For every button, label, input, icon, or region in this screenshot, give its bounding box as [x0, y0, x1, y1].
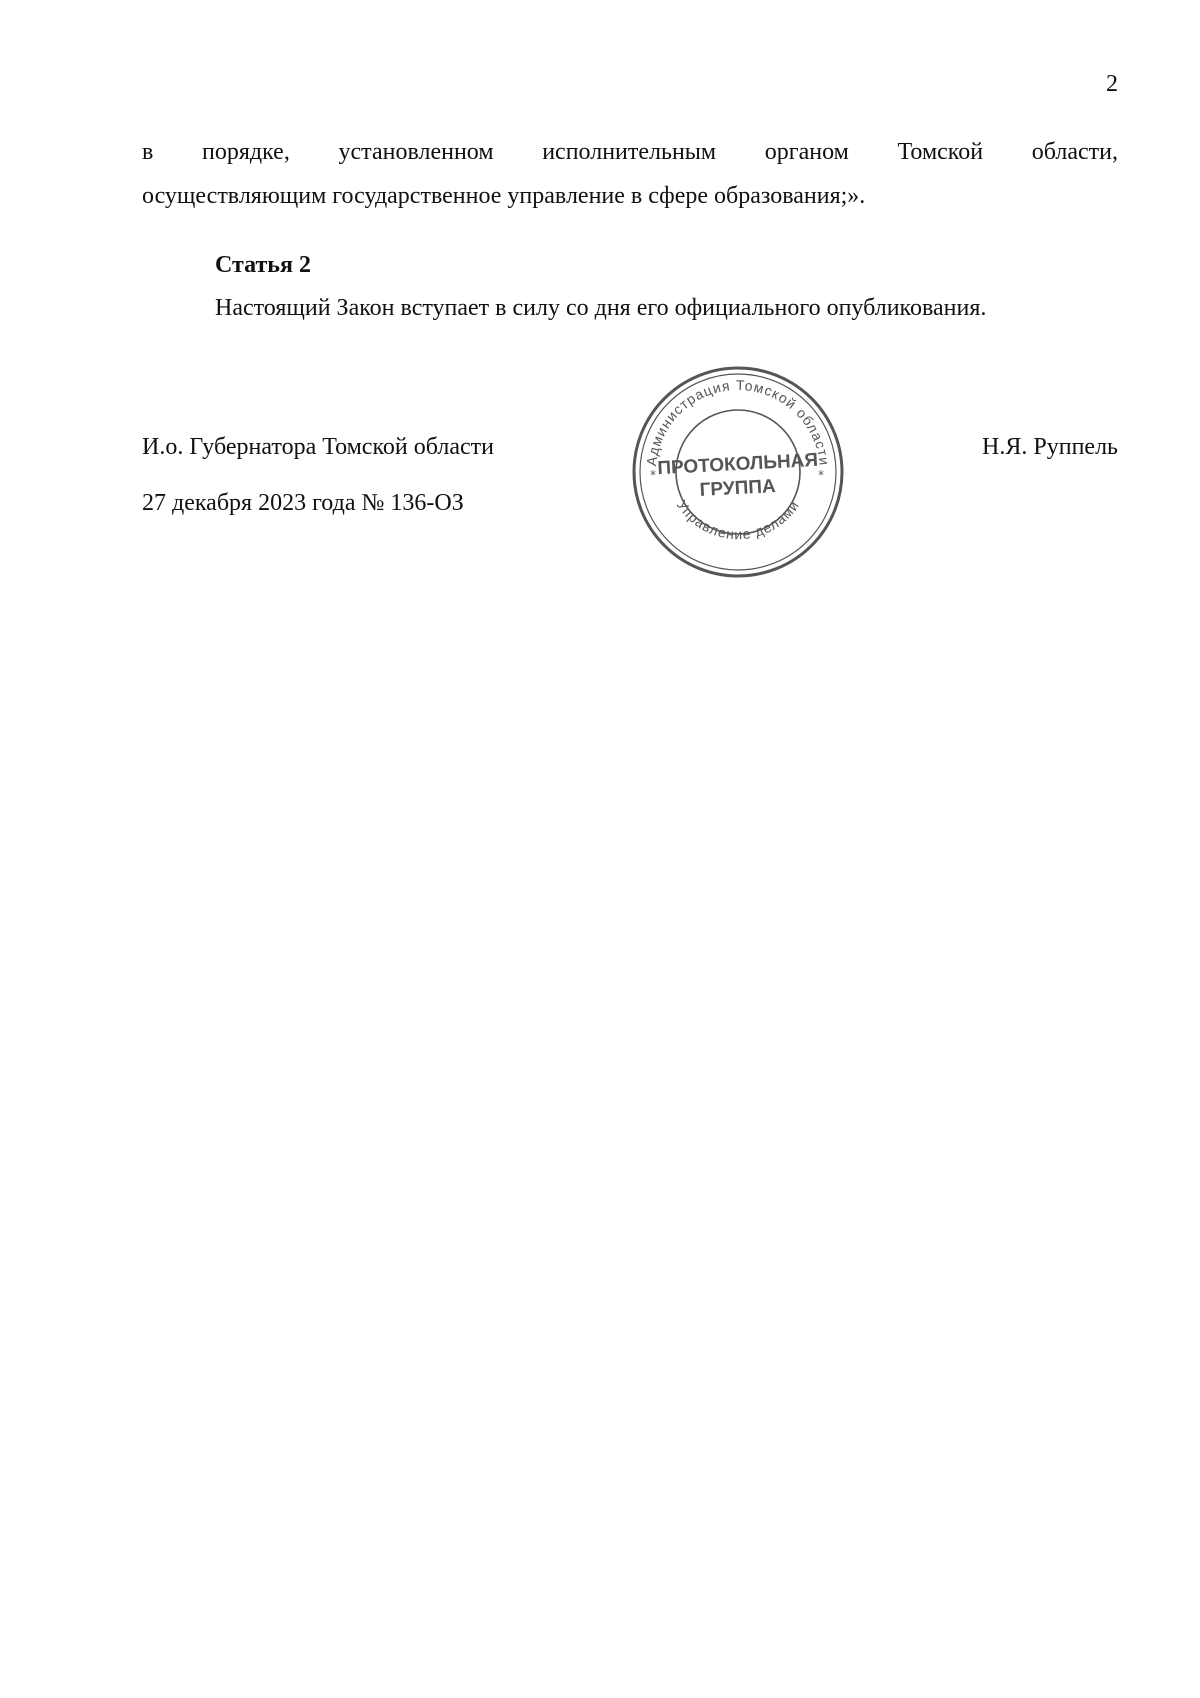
article-2-text: Настоящий Закон вступает в силу со дня его официального опубликования.	[215, 295, 987, 321]
continuation-paragraph	[142, 130, 1118, 218]
stamp-star-right-icon: *	[818, 468, 824, 482]
law-date-number: 27 декабря 2023 года № 136-ОЗ	[142, 490, 464, 516]
continuation-line-1: в порядке, установленном исполнительным органом Томской области,	[142, 139, 1118, 165]
stamp-outer-bottom-text: Управление делами	[673, 497, 803, 543]
stamp-center-line-1: ПРОТОКОЛЬНАЯ	[656, 449, 819, 480]
official-stamp	[628, 362, 848, 582]
stamp-star-left-icon: *	[650, 468, 656, 482]
svg-text:Управление делами	[674, 497, 802, 542]
signatory-name: Н.Я. Руппель	[982, 434, 1118, 460]
continuation-line-2: осуществляющим государственное управление в сфере образования;».	[142, 183, 866, 209]
article-2-title: Статья 2	[215, 252, 311, 278]
page-number: 2	[1106, 71, 1118, 97]
stamp-outer-top-text: Администрация Томской области	[643, 376, 833, 467]
signatory-position: И.о. Губернатора Томской области	[142, 434, 494, 460]
stamp-center-line-2: ГРУППА	[699, 476, 777, 501]
